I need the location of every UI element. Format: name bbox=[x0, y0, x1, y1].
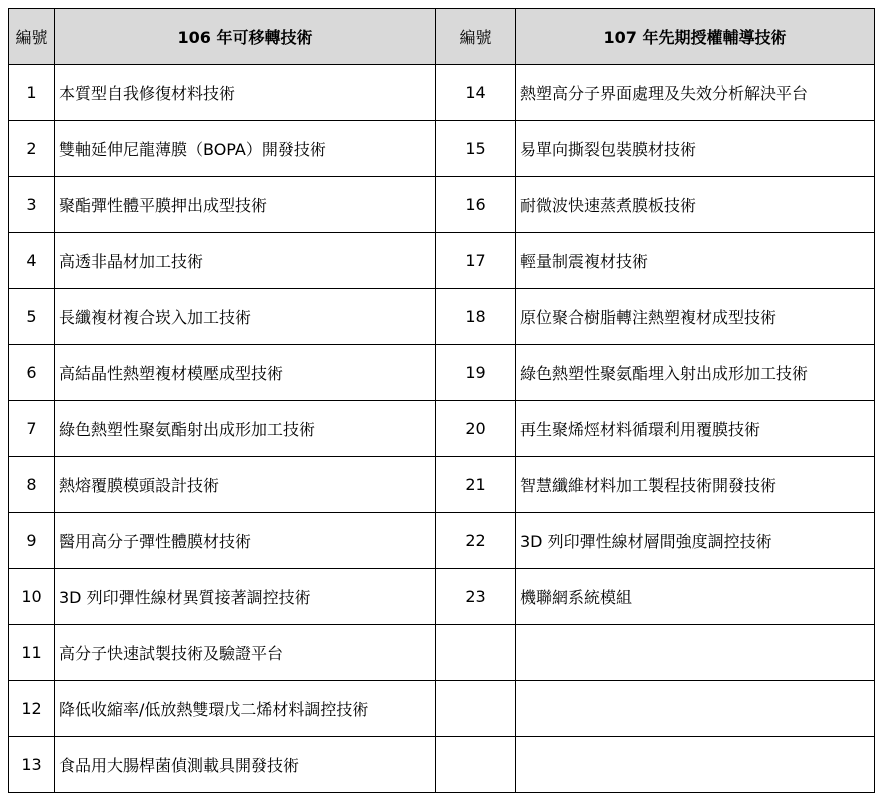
table-row bbox=[9, 681, 875, 737]
row-number-107 bbox=[436, 625, 516, 681]
tech-name-106: 高結晶性熱塑複材模壓成型技術 bbox=[55, 345, 436, 401]
row-number-107 bbox=[436, 681, 516, 737]
table-row bbox=[9, 401, 875, 457]
row-number-107: 17 bbox=[436, 233, 516, 289]
row-number-107 bbox=[436, 737, 516, 793]
tech-name-106: 高分子快速試製技術及驗證平台 bbox=[55, 625, 436, 681]
row-number-107: 14 bbox=[436, 65, 516, 121]
row-number-107: 20 bbox=[436, 401, 516, 457]
table-body bbox=[9, 65, 875, 793]
tech-name-107: 原位聚合樹脂轉注熱塑複材成型技術 bbox=[516, 289, 875, 345]
row-number-106: 8 bbox=[9, 457, 55, 513]
table-row bbox=[9, 513, 875, 569]
table-header bbox=[9, 9, 875, 65]
tech-name-107 bbox=[516, 737, 875, 793]
header-transferable-tech-106: 106 年可移轉技術 bbox=[55, 9, 436, 65]
row-number-106: 9 bbox=[9, 513, 55, 569]
row-number-106: 12 bbox=[9, 681, 55, 737]
tech-name-107: 3D 列印彈性線材層間強度調控技術 bbox=[516, 513, 875, 569]
row-number-106: 13 bbox=[9, 737, 55, 793]
tech-name-106: 3D 列印彈性線材異質接著調控技術 bbox=[55, 569, 436, 625]
table-row bbox=[9, 65, 875, 121]
tech-name-106: 聚酯彈性體平膜押出成型技術 bbox=[55, 177, 436, 233]
row-number-107: 18 bbox=[436, 289, 516, 345]
row-number-107: 19 bbox=[436, 345, 516, 401]
tech-name-107: 再生聚烯烴材料循環利用覆膜技術 bbox=[516, 401, 875, 457]
header-number-2: 編號 bbox=[436, 9, 516, 65]
tech-name-106: 高透非晶材加工技術 bbox=[55, 233, 436, 289]
tech-name-106: 熱熔覆膜模頭設計技術 bbox=[55, 457, 436, 513]
table-row bbox=[9, 737, 875, 793]
row-number-106: 5 bbox=[9, 289, 55, 345]
row-number-107: 15 bbox=[436, 121, 516, 177]
table-row bbox=[9, 233, 875, 289]
tech-name-107: 綠色熱塑性聚氨酯埋入射出成形加工技術 bbox=[516, 345, 875, 401]
tech-name-106: 長纖複材複合崁入加工技術 bbox=[55, 289, 436, 345]
row-number-106: 4 bbox=[9, 233, 55, 289]
tech-name-106: 本質型自我修復材料技術 bbox=[55, 65, 436, 121]
tech-name-107: 智慧纖維材料加工製程技術開發技術 bbox=[516, 457, 875, 513]
row-number-106: 1 bbox=[9, 65, 55, 121]
tech-name-106: 雙軸延伸尼龍薄膜（BOPA）開發技術 bbox=[55, 121, 436, 177]
tech-name-107 bbox=[516, 681, 875, 737]
tech-name-107: 耐微波快速蒸煮膜板技術 bbox=[516, 177, 875, 233]
tech-name-107: 熱塑高分子界面處理及失效分析解決平台 bbox=[516, 65, 875, 121]
tech-name-106: 降低收縮率/低放熱雙環戊二烯材料調控技術 bbox=[55, 681, 436, 737]
tech-name-106: 綠色熱塑性聚氨酯射出成形加工技術 bbox=[55, 401, 436, 457]
row-number-106: 3 bbox=[9, 177, 55, 233]
header-row bbox=[9, 9, 875, 65]
tech-name-107 bbox=[516, 625, 875, 681]
table-row bbox=[9, 177, 875, 233]
table-row bbox=[9, 569, 875, 625]
row-number-106: 7 bbox=[9, 401, 55, 457]
technology-table bbox=[8, 8, 875, 793]
row-number-106: 2 bbox=[9, 121, 55, 177]
table-row bbox=[9, 457, 875, 513]
header-number-1: 編號 bbox=[9, 9, 55, 65]
row-number-107: 16 bbox=[436, 177, 516, 233]
row-number-106: 11 bbox=[9, 625, 55, 681]
row-number-106: 10 bbox=[9, 569, 55, 625]
row-number-107: 22 bbox=[436, 513, 516, 569]
header-licensing-tech-107: 107 年先期授權輔導技術 bbox=[516, 9, 875, 65]
row-number-107: 21 bbox=[436, 457, 516, 513]
table-row bbox=[9, 345, 875, 401]
table-row bbox=[9, 289, 875, 345]
tech-name-107: 輕量制震複材技術 bbox=[516, 233, 875, 289]
row-number-107: 23 bbox=[436, 569, 516, 625]
tech-name-107: 機聯網系統模組 bbox=[516, 569, 875, 625]
tech-name-106: 食品用大腸桿菌偵測載具開發技術 bbox=[55, 737, 436, 793]
tech-name-107: 易單向撕裂包裝膜材技術 bbox=[516, 121, 875, 177]
tech-name-106: 醫用高分子彈性體膜材技術 bbox=[55, 513, 436, 569]
table-row bbox=[9, 625, 875, 681]
row-number-106: 6 bbox=[9, 345, 55, 401]
table-row bbox=[9, 121, 875, 177]
